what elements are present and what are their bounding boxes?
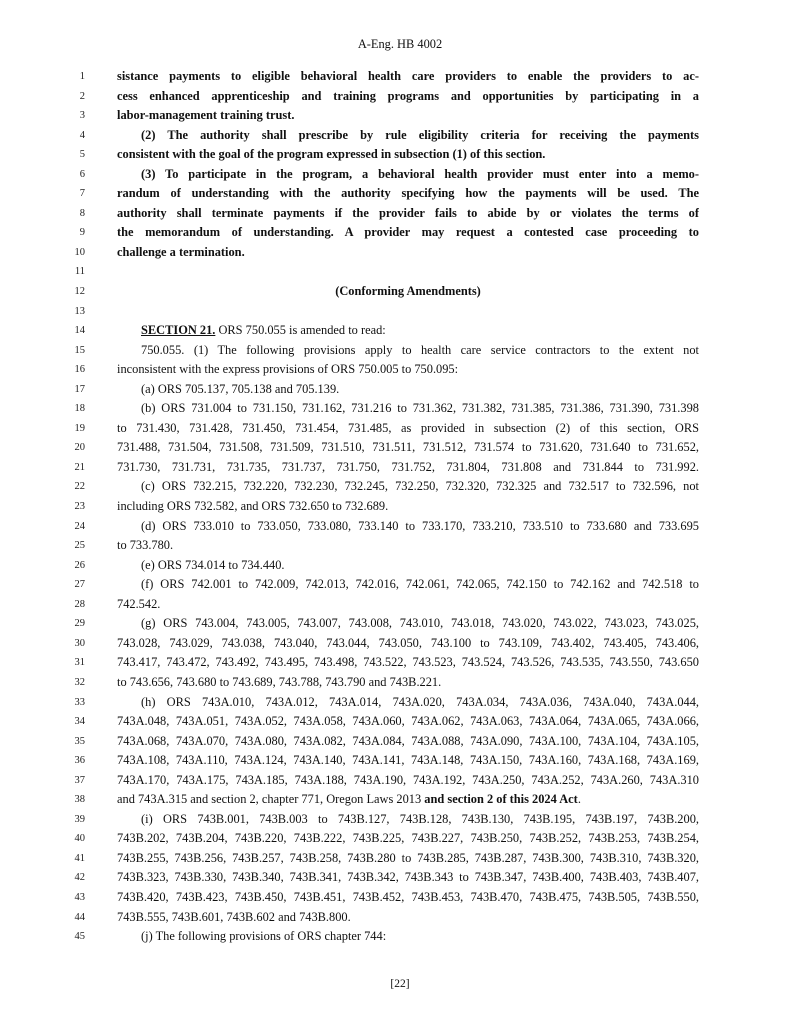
line-number: 26 <box>74 559 85 571</box>
text-line <box>0 67 800 87</box>
line-body: to 743.656, 743.680 to 743.689, 743.788, 743.790 and 743B.221. <box>117 674 442 689</box>
line-text <box>117 223 699 243</box>
text-line <box>0 321 800 341</box>
line-body: and 743A.315 and section 2, chapter 771, Oregon Laws 2013 <box>117 792 422 807</box>
line-text <box>141 693 699 713</box>
line-body: 750.055. (1) The following provisions apply to health care service contractors to the extent not <box>141 342 699 357</box>
line-number: 2 <box>79 90 85 102</box>
line-number: 34 <box>74 716 85 728</box>
text-line <box>0 106 800 126</box>
page-header: A-Eng. HB 4002 <box>357 37 443 51</box>
text-line <box>0 145 800 165</box>
line-number: 24 <box>74 520 85 532</box>
line-body: including ORS 732.582, and ORS 732.650 to 732.689. <box>117 499 389 514</box>
line-body: labor-management training trust. <box>117 108 295 123</box>
text-line <box>0 360 800 380</box>
line-body: 743A.170, 743A.175, 743A.185, 743A.188, 743A.190, 743A.192, 743A.250, 743A.252, 743A.260, 743A.310 <box>117 772 699 787</box>
line-body: 731.488, 731.504, 731.508, 731.509, 731.510, 731.511, 731.512, 731.574 to 731.620, 731.640 to 731.652, <box>117 440 699 455</box>
page-number: [22] <box>390 978 410 990</box>
line-text <box>141 575 699 595</box>
line-number: 35 <box>74 735 85 747</box>
line-text <box>117 849 699 869</box>
text-line <box>0 732 800 752</box>
line-text <box>141 477 699 497</box>
line-body: 743B.255, 743B.256, 743B.257, 743B.258, 743B.280 to 743B.285, 743B.287, 743B.300, 743B.310, 743B.320, <box>117 850 699 865</box>
text-line <box>0 849 800 869</box>
text-line <box>0 771 800 791</box>
line-text <box>117 868 699 888</box>
text-line <box>0 829 800 849</box>
line-number: 9 <box>79 227 85 239</box>
line-text <box>117 673 699 693</box>
line-body: 731.730, 731.731, 731.735, 731.737, 731.750, 731.752, 731.804, 731.808 and 731.844 to 731.992. <box>117 459 699 474</box>
line-number: 7 <box>79 188 85 200</box>
text-line <box>0 204 800 224</box>
line-text <box>117 751 699 771</box>
text-line <box>0 87 800 107</box>
line-body: sistance payments to eligible behavioral health care providers to enable the providers to ac- <box>117 69 699 83</box>
text-line <box>0 517 800 537</box>
line-end: . <box>577 792 581 807</box>
bill-text <box>0 67 800 947</box>
line-body: (Conforming Amendments) <box>335 284 481 299</box>
text-line <box>0 165 800 185</box>
line-text <box>141 556 699 576</box>
line-text <box>117 67 699 87</box>
line-body: (i) ORS 743B.001, 743B.003 to 743B.127, 743B.128, 743B.130, 743B.195, 743B.197, 743B.200, <box>141 811 699 826</box>
line-number: 18 <box>74 403 85 415</box>
line-number: 15 <box>74 344 85 356</box>
line-number: 10 <box>74 246 85 258</box>
line-number: 33 <box>74 696 85 708</box>
line-body: 743.417, 743.472, 743.492, 743.495, 743.498, 743.522, 743.523, 743.524, 743.526, 743.535, 743.550, 743.650 <box>117 655 699 670</box>
text-line <box>0 595 800 615</box>
line-number: 4 <box>79 129 85 141</box>
text-line <box>0 184 800 204</box>
line-body: randum of understanding with the authority specifying how the payments will be used. The <box>117 186 699 201</box>
line-body: 743A.108, 743A.110, 743A.124, 743A.140, 743A.141, 743A.148, 743A.150, 743A.160, 743A.168, 743A.169, <box>117 753 699 768</box>
text-line <box>0 888 800 908</box>
line-body: (b) ORS 731.004 to 731.150, 731.162, 731.216 to 731.362, 731.382, 731.385, 731.386, 731.390, 731.398 <box>141 401 699 416</box>
line-number: 37 <box>74 774 85 786</box>
line-text <box>141 126 699 146</box>
text-line <box>0 243 800 263</box>
text-line <box>0 927 800 947</box>
text-line <box>0 477 800 497</box>
text-line <box>0 262 800 282</box>
line-body: (g) ORS 743.004, 743.005, 743.007, 743.008, 743.010, 743.018, 743.020, 743.022, 743.023, 743.025, <box>141 616 699 631</box>
line-number: 21 <box>74 461 85 473</box>
line-text <box>117 243 699 263</box>
line-body: ORS 750.055 is amended to read: <box>215 323 386 338</box>
line-text <box>117 419 699 439</box>
line-body: 743A.068, 743A.070, 743A.080, 743A.082, 743A.084, 743A.088, 743A.090, 743A.100, 743A.104, 743A.105, <box>117 733 699 748</box>
line-text <box>117 888 699 908</box>
text-line <box>0 536 800 556</box>
line-number: 1 <box>79 71 85 82</box>
text-line <box>0 868 800 888</box>
line-text <box>117 145 699 165</box>
text-line <box>0 399 800 419</box>
line-number: 36 <box>74 755 85 767</box>
line-body: (e) ORS 734.014 to 734.440. <box>141 557 285 572</box>
text-line <box>0 497 800 517</box>
line-number: 12 <box>74 286 85 298</box>
text-line <box>0 419 800 439</box>
line-number: 16 <box>74 364 85 376</box>
text-line <box>0 908 800 928</box>
line-body: the memorandum of understanding. A provider may request a contested case proceeding to <box>117 225 699 240</box>
line-text <box>117 106 699 126</box>
line-text <box>141 341 699 361</box>
line-text <box>117 732 699 752</box>
line-text <box>141 321 699 341</box>
line-number: 27 <box>74 579 85 591</box>
line-number: 41 <box>74 852 85 864</box>
line-number: 38 <box>74 794 85 806</box>
line-body: challenge a termination. <box>117 244 245 259</box>
line-body: 743B.323, 743B.330, 743B.340, 743B.341, 743B.342, 743B.343 to 743B.347, 743B.400, 743B.403, 743B.407, <box>117 870 699 885</box>
amendment-text: and section 2 of this 2024 Act <box>421 792 578 807</box>
line-body: consistent with the goal of the program expressed in subsection (1) of this section. <box>117 147 546 162</box>
line-text <box>117 87 699 107</box>
line-text <box>117 360 699 380</box>
line-text <box>117 184 699 204</box>
line-text <box>117 771 699 791</box>
line-text <box>117 497 699 517</box>
line-number: 44 <box>74 911 85 923</box>
line-number: 43 <box>74 891 85 903</box>
line-body: 743.028, 743.029, 743.038, 743.040, 743.044, 743.050, 743.100 to 743.109, 743.402, 743.405, 743.406, <box>117 635 699 650</box>
line-number: 3 <box>79 110 85 122</box>
line-body: 743B.202, 743B.204, 743B.220, 743B.222, 743B.225, 743B.227, 743B.250, 743B.252, 743B.253, 743B.254, <box>117 831 699 846</box>
text-line <box>0 790 800 810</box>
line-body: (a) ORS 705.137, 705.138 and 705.139. <box>141 381 340 396</box>
text-line <box>0 673 800 693</box>
line-number: 23 <box>74 501 85 513</box>
line-number: 6 <box>79 168 85 180</box>
text-line <box>0 126 800 146</box>
line-text <box>117 908 699 928</box>
text-line <box>0 282 800 302</box>
line-number: 5 <box>79 149 85 161</box>
line-number: 40 <box>74 833 85 845</box>
text-line <box>0 458 800 478</box>
line-body: authority shall terminate payments if the provider fails to abide by or violates the terms of <box>117 205 699 220</box>
line-number: 29 <box>74 618 85 630</box>
line-text <box>117 204 699 224</box>
line-body: inconsistent with the express provisions of ORS 750.005 to 750.095: <box>117 362 459 377</box>
line-text <box>117 634 699 654</box>
line-number: 45 <box>74 931 85 943</box>
text-line <box>0 810 800 830</box>
text-line <box>0 302 800 322</box>
line-body: (d) ORS 733.010 to 733.050, 733.080, 733.140 to 733.170, 733.210, 733.510 to 733.680 and 733.695 <box>141 518 699 533</box>
line-text <box>117 438 699 458</box>
line-body: (3) To participate in the program, a behavioral health provider must enter into a memo- <box>141 166 699 181</box>
text-line <box>0 712 800 732</box>
line-text <box>117 595 699 615</box>
text-line <box>0 438 800 458</box>
line-body: 743A.048, 743A.051, 743A.052, 743A.058, 743A.060, 743A.062, 743A.063, 743A.064, 743A.065, 743A.066, <box>117 714 699 729</box>
line-number: 20 <box>74 442 85 454</box>
line-body: (c) ORS 732.215, 732.220, 732.230, 732.245, 732.250, 732.320, 732.325 and 732.517 to 732.596, not <box>141 479 699 494</box>
line-body: 743B.555, 743B.601, 743B.602 and 743B.800. <box>117 909 351 924</box>
line-text <box>141 399 699 419</box>
text-line <box>0 380 800 400</box>
line-text <box>117 653 699 673</box>
line-number: 11 <box>74 266 85 278</box>
line-text <box>117 536 699 556</box>
text-line <box>0 341 800 361</box>
line-body: to 731.430, 731.428, 731.450, 731.454, 731.485, as provided in subsection (2) of this section, ORS <box>117 420 699 435</box>
line-text <box>141 517 699 537</box>
line-number: 39 <box>74 813 85 825</box>
line-text <box>141 927 699 947</box>
text-line <box>0 556 800 576</box>
line-number: 8 <box>79 207 85 219</box>
line-body: (2) The authority shall prescribe by rule eligibility criteria for receiving the payments <box>141 127 699 142</box>
line-number: 13 <box>74 305 85 317</box>
line-number: 19 <box>74 422 85 434</box>
line-text <box>117 829 699 849</box>
text-line <box>0 653 800 673</box>
line-body: 742.542. <box>117 596 161 611</box>
line-number: 28 <box>74 598 85 610</box>
line-number: 32 <box>74 676 85 688</box>
line-number: 30 <box>74 637 85 649</box>
text-line <box>0 614 800 634</box>
line-text <box>117 790 699 810</box>
line-text <box>141 165 699 185</box>
line-body: (j) The following provisions of ORS chapter 744: <box>141 929 387 944</box>
line-number: 31 <box>74 657 85 669</box>
line-text <box>117 282 699 302</box>
text-line <box>0 693 800 713</box>
text-line <box>0 575 800 595</box>
line-number: 14 <box>74 325 85 337</box>
line-body: 743B.420, 743B.423, 743B.450, 743B.451, 743B.452, 743B.453, 743B.470, 743B.475, 743B.505, 743B.550, <box>117 889 699 904</box>
text-line <box>0 634 800 654</box>
line-text <box>117 712 699 732</box>
line-text <box>141 380 699 400</box>
line-text <box>141 614 699 634</box>
line-text <box>141 810 699 830</box>
line-text <box>117 458 699 478</box>
text-line <box>0 223 800 243</box>
text-line <box>0 751 800 771</box>
line-number: 22 <box>74 481 85 493</box>
line-number: 25 <box>74 540 85 552</box>
section-heading: SECTION 21. <box>141 323 216 338</box>
line-body: (h) ORS 743A.010, 743A.012, 743A.014, 743A.020, 743A.034, 743A.036, 743A.040, 743A.044, <box>141 694 699 709</box>
line-number: 42 <box>74 872 85 884</box>
line-number: 17 <box>74 383 85 395</box>
line-body: cess enhanced apprenticeship and training programs and opportunities by participating in a <box>117 88 699 103</box>
line-body: to 733.780. <box>117 538 174 553</box>
line-body: (f) ORS 742.001 to 742.009, 742.013, 742.016, 742.061, 742.065, 742.150 to 742.162 and 742.518 to <box>141 577 699 592</box>
